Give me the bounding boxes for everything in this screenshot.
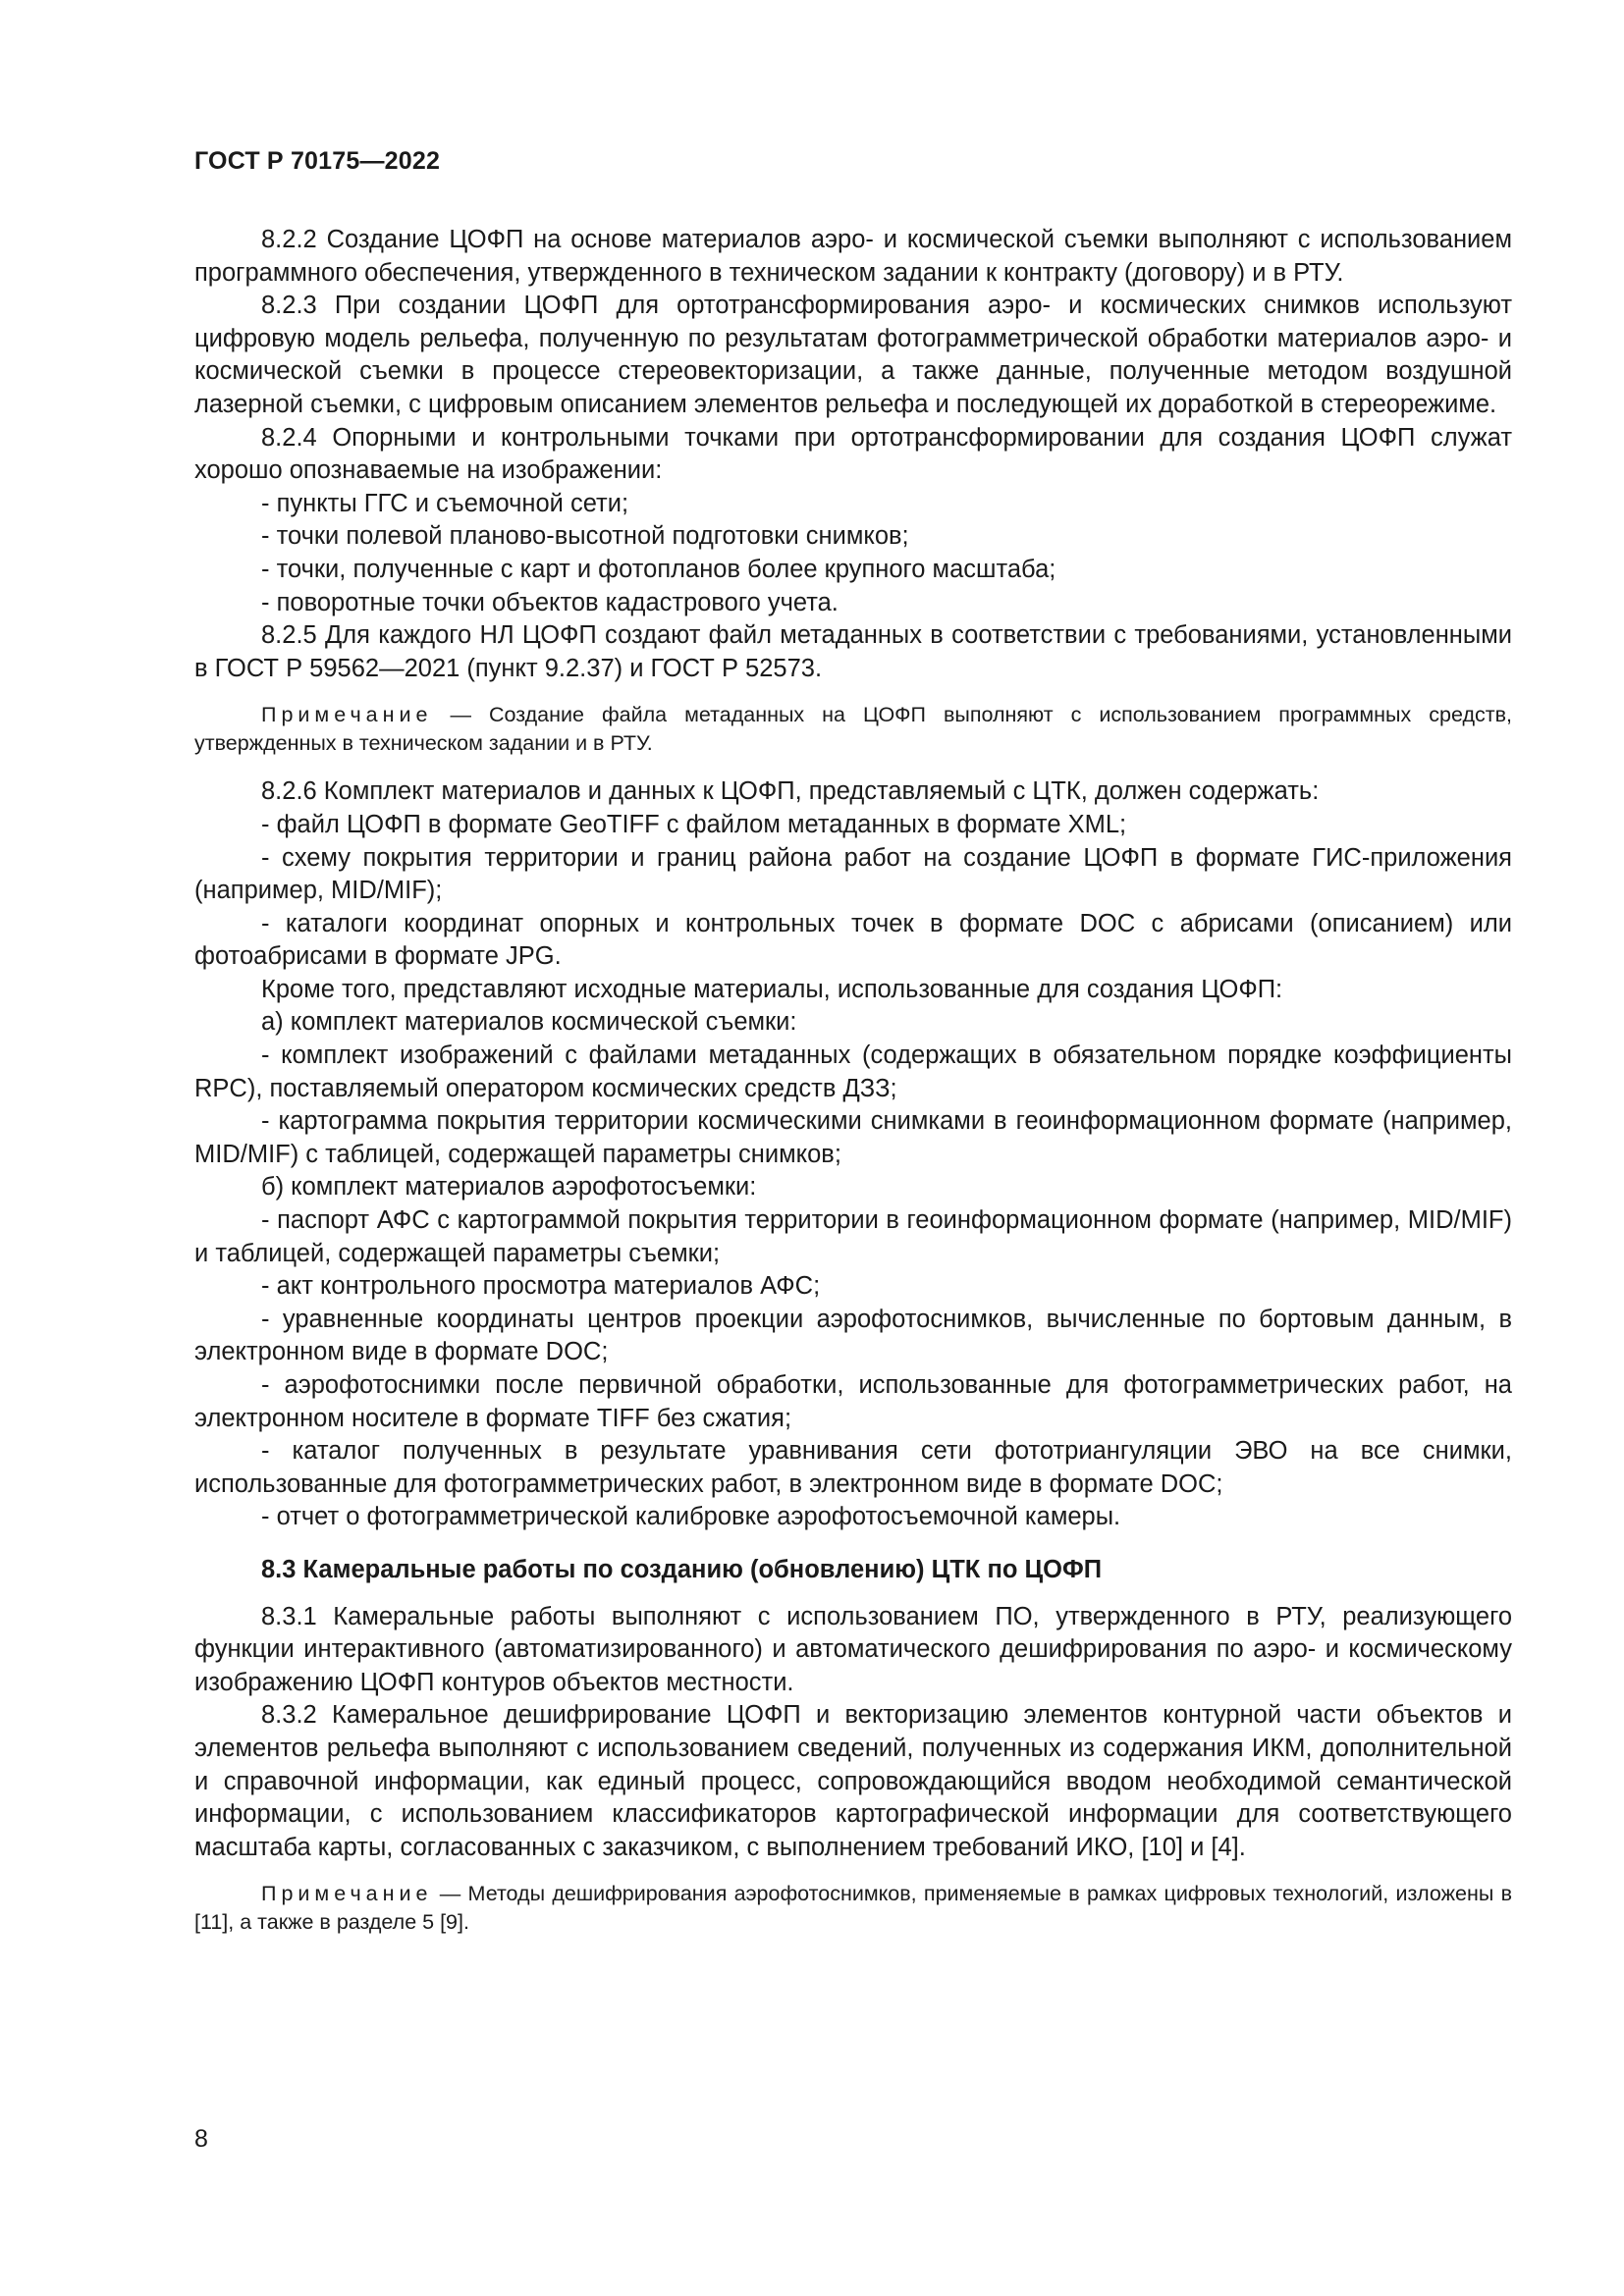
paragraph: 8.2.4 Опорными и контрольными точками при ортотрансформировании для создания ЦОФП служат хорошо опознаваемые на изображении: (194, 423, 1512, 485)
list-item: - схему покрытия территории и границ района работ на создание ЦОФП в формате ГИС-приложения (например, MID/MIF); (194, 843, 1512, 905)
list-item: - уравненные координаты центров проекции аэрофотоснимков, вычисленные по бортовым данным, в электронном виде в формате DOC; (194, 1305, 1512, 1366)
note-label: Примечание (261, 703, 433, 727)
paragraph: 8.3.1 Камеральные работы выполняют с использованием ПО, утвержденного в РТУ, реализующего функции интерактивного (автоматизированного) и автоматического дешифрирования по аэро- и космическому изображению ЦОФП контуров объектов местности. (194, 1602, 1512, 1696)
section-heading: 8.3 Камеральные работы по созданию (обновлению) ЦТК по ЦОФП (261, 1555, 1103, 1583)
list-item: - картограмма покрытия территории космическими снимками в геоинформационном формате (например, MID/MIF) с таблицей, содержащей параметры снимков; (194, 1107, 1512, 1168)
note-label: Примечание (261, 1882, 433, 1906)
note-text: — Создание файла метаданных на ЦОФП выполняют с использованием программных средств, утвержденных в техническом задании и в РТУ. (194, 703, 1512, 756)
list-item: - точки полевой планово-высотной подготовки снимков; (261, 522, 909, 551)
list-item: - отчет о фотограмметрической калибровке аэрофотосъемочной камеры. (261, 1503, 1121, 1531)
paragraph: 8.3.2 Камеральное дешифрирование ЦОФП и векторизацию элементов контурной части объектов и элементов рельефа выполняют с использованием сведений, полученных из содержания ИКМ, дополнительной и справочной информации, как единый процесс, сопровождающийся вводом необходимой семантической информации, с использованием классификаторов картографической информации для соответствующего масштаба карты, согласованных с заказчиком, с выполнением требований ИКО, [10] и [4]. (194, 1701, 1512, 1861)
list-item: - каталог полученных в результате уравнивания сети фототриангуляции ЭВО на все снимки, использованные для фотограмметрических работ, в электронном виде в формате DOC; (194, 1437, 1512, 1498)
list-item: - акт контрольного просмотра материалов АФС; (261, 1272, 821, 1301)
paragraph: 8.2.6 Комплект материалов и данных к ЦОФП, представляемый с ЦТК, должен содержать: (261, 777, 1320, 806)
note-text: — Методы дешифрирования аэрофотоснимков, применяемые в рамках цифровых технологий, изложены в [11], а также в разделе 5 [9]. (194, 1882, 1512, 1935)
list-item: - каталоги координат опорных и контрольных точек в формате DOC с абрисами (описанием) или фотоабрисами в формате JPG. (194, 909, 1512, 971)
list-item: - аэрофотоснимки после первичной обработки, использованные для фотограмметрических работ, на электронном носителе в формате TIFF без сжатия; (194, 1371, 1512, 1432)
list-item: - комплект изображений с файлами метаданных (содержащих в обязательном порядке коэффициенты RPC), поставляемый оператором космических средств ДЗЗ; (194, 1041, 1512, 1102)
document-body (194, 224, 1512, 1954)
list-item: б) комплект материалов аэрофотосъемки: (261, 1173, 757, 1201)
list-item: а) комплект материалов космической съемки: (261, 1008, 797, 1037)
note-block (194, 1880, 1512, 1937)
list-item: - точки, полученные с карт и фотопланов более крупного масштаба; (261, 555, 1056, 583)
paragraph: 8.2.3 При создании ЦОФП для ортотрансформирования аэро- и космических снимков используют цифровую модель рельефа, полученную по результатам фотограмметрической обработки материалов аэро- и космической съемки в процессе стереовекторизации, а также данные, полученные методом воздушной лазерной съемки, с цифровым описанием элементов рельефа и последующей их доработкой в стереорежиме. (194, 292, 1512, 418)
list-item: - пункты ГГС и съемочной сети; (261, 489, 629, 517)
list-item: - паспорт АФС с картограммой покрытия территории в геоинформационном формате (например, MID/MIF) и таблицей, содержащей параметры съемки; (194, 1206, 1512, 1267)
paragraph: Кроме того, представляют исходные материалы, использованные для создания ЦОФП: (261, 975, 1283, 1003)
paragraph: 8.2.5 Для каждого НЛ ЦОФП создают файл метаданных в соответствии с требованиями, установленными в ГОСТ Р 59562—2021 (пункт 9.2.37) и ГОСТ Р 52573. (194, 621, 1512, 682)
list-item: - файл ЦОФП в формате GeoTIFF с файлом метаданных в формате XML; (261, 810, 1127, 838)
document-code-header: ГОСТ Р 70175—2022 (194, 147, 441, 175)
list-item: - поворотные точки объектов кадастрового учета. (261, 588, 839, 616)
paragraph: 8.2.2 Создание ЦОФП на основе материалов аэро- и космической съемки выполняют с использованием программного обеспечения, утвержденного в техническом задании к контракту (договору) и в РТУ. (194, 226, 1512, 287)
page-number: 8 (194, 2125, 208, 2153)
note-block (194, 701, 1512, 758)
